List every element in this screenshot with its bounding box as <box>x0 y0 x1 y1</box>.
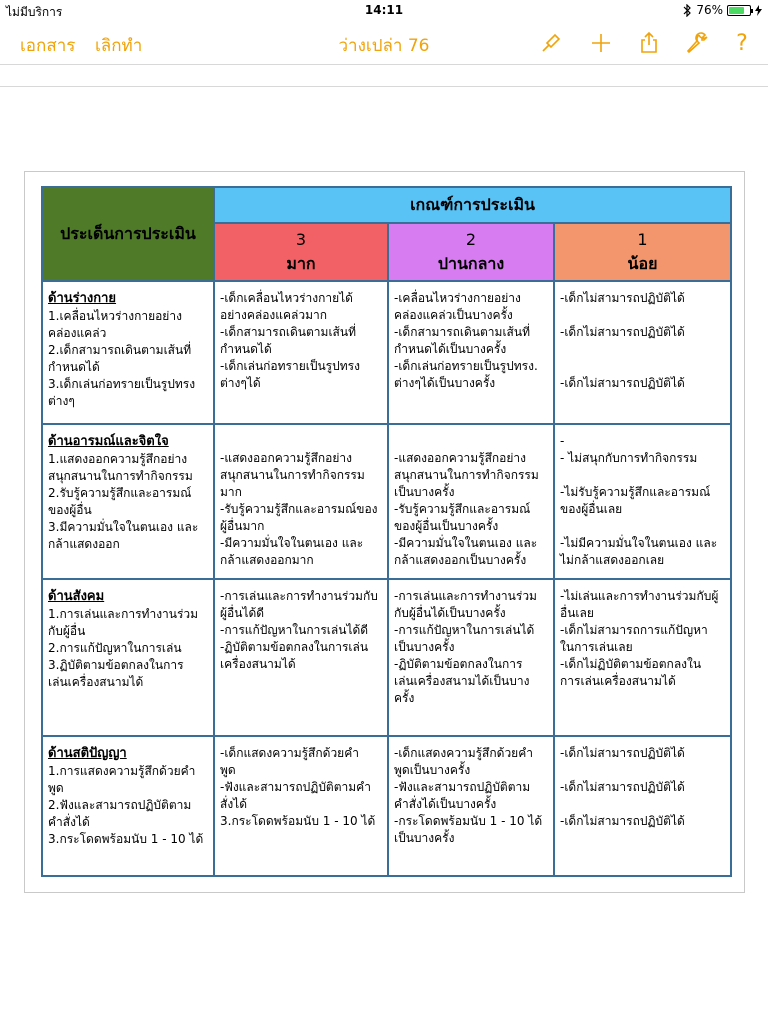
criteria-line: -เด็กเล่นก่อทรายเป็นรูปทรง <box>220 359 360 373</box>
table-row <box>42 281 731 424</box>
criteria-line: -ไม่รับรู้ความรู้สึกและอารมณ์ <box>560 485 711 499</box>
criteria-line: -เด็กสามารถเดินตามเส้นที่ <box>220 325 356 339</box>
criteria-line: -ฟังและสามารถปฏิบัติตามคำ <box>220 780 371 794</box>
help-icon[interactable]: ? <box>736 30 748 56</box>
criteria-line: -มีความมั่นใจในตนเอง และ <box>220 536 364 550</box>
level-3-cell[interactable] <box>214 736 388 876</box>
criteria-line: -ไม่มีความมั่นใจในตนเอง และ <box>560 536 718 550</box>
criteria-line: กำหนดได้ <box>220 342 272 356</box>
documents-button[interactable]: เอกสาร <box>20 32 75 59</box>
level-3-cell[interactable] <box>214 281 388 424</box>
level-3-cell[interactable] <box>214 579 388 736</box>
level-1-header: 1 น้อย <box>554 223 731 281</box>
level-3-header: 3 มาก <box>214 223 388 281</box>
category-title: ด้านสติปัญญา <box>48 746 127 761</box>
issue-cell[interactable] <box>42 281 214 424</box>
criteria-line: ผู้อื่นมาก <box>220 519 265 533</box>
criteria-line: -เด็กไม่ฏิบัติตามข้อตกลงใน <box>560 657 702 671</box>
table-row <box>42 579 731 736</box>
level-2-header: 2 ปานกลาง <box>388 223 554 281</box>
criteria-line: อย่างคล่องแคล่วมาก <box>220 308 328 322</box>
issue-line: พูด <box>48 781 64 795</box>
level-2-cell[interactable] <box>388 736 554 876</box>
criteria-line: ผู้อื่นได้ดี <box>220 606 265 620</box>
category-title: ด้านสังคม <box>48 589 105 604</box>
criteria-line: เครื่องสนามได้ <box>220 657 296 671</box>
level-2-cell[interactable] <box>388 281 554 424</box>
issue-line: 1.การเล่นและการทำงานร่วม <box>48 607 199 621</box>
share-icon[interactable] <box>636 30 662 56</box>
carrier-label: ไม่มีบริการ <box>6 5 63 19</box>
criteria-line: อื่นเลย <box>560 606 594 620</box>
undo-button[interactable]: เลิกทำ <box>95 32 142 59</box>
clock: 14:11 <box>364 3 404 17</box>
header-issue: ประเด็นการประเมิน <box>42 187 214 281</box>
criteria-line: -เด็กแสดงความรู้สึกด้วยคำ <box>394 746 533 760</box>
table-row <box>42 424 731 579</box>
criteria-line: -ฏิบัติตามข้อตกลงในการ <box>394 657 523 671</box>
criteria-line: เป็นบางครั้ง <box>394 485 455 499</box>
criteria-line: -การเล่นและการทำงานร่วม <box>394 589 537 603</box>
issue-line: คำสั่งได้ <box>48 815 90 829</box>
document-page[interactable] <box>24 171 745 893</box>
criteria-line: กำหนดได้เป็นบางครั้ง <box>394 342 507 356</box>
issue-line: กำหนดได้ <box>48 360 100 374</box>
table-row <box>42 736 731 876</box>
criteria-line: -การแก้ปัญหาในการเล่นได้ดี <box>220 623 369 637</box>
criteria-line: พูด <box>220 763 236 777</box>
criteria-line: ต่างๆได้เป็นบางครั้ง <box>394 376 496 390</box>
criteria-line: ต่างๆได้ <box>220 376 261 390</box>
category-title: ด้านอารมณ์และจิตใจ <box>48 434 169 449</box>
ruler-divider <box>0 86 768 87</box>
criteria-line: ไม่กล้าแสดงออกเลย <box>560 553 665 567</box>
category-title: ด้านร่างกาย <box>48 291 117 306</box>
criteria-line: -ไม่เล่นและการทำงานร่วมกับผู้ <box>560 589 719 603</box>
blank-line <box>560 518 725 535</box>
criteria-line: -เด็กไม่สามารถปฏิบัติได้ <box>560 325 685 339</box>
status-bar <box>0 0 768 20</box>
toolbar-divider <box>0 64 768 65</box>
assessment-table[interactable] <box>41 186 732 877</box>
criteria-line: คำสั่งได้เป็นบางครั้ง <box>394 797 497 811</box>
criteria-line: สนุกสนานในการทำกิจกรรม <box>394 468 539 482</box>
criteria-line: -รับรู้ความรู้สึกและอารมณ์ <box>394 502 531 516</box>
criteria-line: -ฏิบัติตามข้อตกลงในการเล่น <box>220 640 369 654</box>
wrench-icon[interactable] <box>684 30 710 56</box>
criteria-line: การเล่นเครื่องสนามได้ <box>560 674 676 688</box>
issue-line: ของผู้อื่น <box>48 503 92 517</box>
issue-line: ต่างๆ <box>48 394 75 408</box>
blank-line <box>560 307 725 324</box>
criteria-line: -เด็กไม่สามารถการแก้ปัญหา <box>560 623 708 637</box>
issue-line: 2.เด็กสามารถเดินตามเส้นที่ <box>48 343 192 357</box>
level-1-cell[interactable] <box>554 736 731 876</box>
criteria-line: -เด็กไม่สามารถปฏิบัติได้ <box>560 376 685 390</box>
issue-line: เล่นเครื่องสนามได้ <box>48 675 144 689</box>
criteria-line: -มีความมั่นใจในตนเอง และ <box>394 536 538 550</box>
criteria-line: สั่งได้ <box>220 797 248 811</box>
criteria-line: - ไม่สนุกกับการทำกิจกรรม <box>560 451 698 465</box>
plus-icon[interactable] <box>588 30 614 56</box>
level-1-cell[interactable] <box>554 281 731 424</box>
criteria-line: เล่นเครื่องสนามได้เป็นบาง <box>394 674 530 688</box>
issue-line: กล้าแสดงออก <box>48 537 120 551</box>
issue-line: 2.ฟังและสามารถปฏิบัติตาม <box>48 798 192 812</box>
criteria-line: -เด็กไม่สามารถปฏิบัติได้ <box>560 780 685 794</box>
criteria-line: -เคลื่อนไหวร่างกายอย่าง <box>394 291 521 305</box>
criteria-line: กล้าแสดงออกมาก <box>220 553 314 567</box>
criteria-line: ในการเล่นเลย <box>560 640 633 654</box>
blank-line <box>220 433 382 450</box>
status-right <box>683 3 762 17</box>
criteria-line: คล่องแคล่วเป็นบางครั้ง <box>394 308 513 322</box>
criteria-line: พูดเป็นบางครั้ง <box>394 763 471 777</box>
criteria-line: มาก <box>220 485 242 499</box>
blank-line <box>394 433 548 450</box>
issue-line: 2.รับรู้ความรู้สึกและอารมณ์ <box>48 486 192 500</box>
blank-line <box>560 358 725 375</box>
criteria-line: เป็นบางครั้ง <box>394 640 455 654</box>
issue-line: 3.ฏิบัติตามข้อตกลงในการ <box>48 658 184 672</box>
criteria-line: -กระโดดพร้อมนับ 1 - 10 ได้ <box>394 814 543 828</box>
header-criteria: เกณฑ์การประเมิน <box>214 187 731 223</box>
document-title[interactable]: ว่างเปล่า 76 <box>338 36 430 56</box>
level-2-cell[interactable] <box>388 579 554 736</box>
blank-line <box>560 467 725 484</box>
toolbar <box>0 20 768 64</box>
issue-line: 2.การแก้ปัญหาในการเล่น <box>48 641 182 655</box>
issue-cell[interactable] <box>42 424 214 579</box>
blank-line <box>560 341 725 358</box>
criteria-line: 3.กระโดดพร้อมนับ 1 - 10 ได้ <box>220 814 376 828</box>
criteria-line: -เด็กแสดงความรู้สึกด้วยคำ <box>220 746 359 760</box>
criteria-line: ของผู้อื่นเป็นบางครั้ง <box>394 519 499 533</box>
issue-line: กับผู้อื่น <box>48 624 86 638</box>
criteria-line: -เด็กเคลื่อนไหวร่างกายได้ <box>220 291 353 305</box>
criteria-line: -แสดงออกความรู้สึกอย่าง <box>220 451 353 465</box>
criteria-line: -เด็กไม่สามารถปฏิบัติได้ <box>560 746 685 760</box>
criteria-line: ของผู้อื่นเลย <box>560 502 623 516</box>
issue-line: 1.เคลื่อนไหวร่างกายอย่าง <box>48 309 182 323</box>
criteria-line: -ฟังและสามารถปฏิบัติตาม <box>394 780 531 794</box>
issue-line: 3.กระโดดพร้อมนับ 1 - 10 ได้ <box>48 832 204 846</box>
criteria-line: เป็นบางครั้ง <box>394 831 455 845</box>
format-brush-icon[interactable] <box>538 30 564 56</box>
criteria-line: กล้าแสดงออกเป็นบางครั้ง <box>394 553 527 567</box>
issue-line: 3.เด็กเล่นก่อทรายเป็นรูปทรง <box>48 377 196 391</box>
issue-line: คล่องแคล่ว <box>48 326 107 340</box>
level-3-cell[interactable] <box>214 424 388 579</box>
level-2-cell[interactable] <box>388 424 554 579</box>
issue-cell[interactable] <box>42 736 214 876</box>
criteria-line: -การแก้ปัญหาในการเล่นได้ <box>394 623 535 637</box>
criteria-line: -เด็กเล่นก่อทรายเป็นรูปทรง. <box>394 359 538 373</box>
blank-line <box>560 796 725 813</box>
issue-line: 3.มีความมั่นใจในตนเอง และ <box>48 520 199 534</box>
issue-line: สนุกสนานในการทำกิจกรรม <box>48 469 193 483</box>
criteria-line: สนุกสนานในการทำกิจกรรม <box>220 468 365 482</box>
criteria-line: -เด็กไม่สามารถปฏิบัติได้ <box>560 814 685 828</box>
criteria-line: กับผู้อื่นได้เป็นบางครั้ง <box>394 606 506 620</box>
issue-cell[interactable] <box>42 579 214 736</box>
bluetooth-icon <box>683 4 692 17</box>
criteria-line: -การเล่นและการทำงานร่วมกับ <box>220 589 378 603</box>
issue-line: 1.การแสดงความรู้สึกด้วยคำ <box>48 764 196 778</box>
level-1-cell[interactable] <box>554 579 731 736</box>
criteria-line: -แสดงออกความรู้สึกอย่าง <box>394 451 527 465</box>
criteria-line: ครั้ง <box>394 691 415 705</box>
criteria-line: -รับรู้ความรู้สึกและอารมณ์ของ <box>220 502 378 516</box>
criteria-line: -เด็กไม่สามารถปฏิบัติได้ <box>560 291 685 305</box>
criteria-line: - <box>560 434 565 448</box>
charging-icon <box>755 5 762 16</box>
battery-percent: 76% <box>696 3 723 17</box>
criteria-line: -เด็กสามารถเดินตามเส้นที่ <box>394 325 530 339</box>
issue-line: 1.แสดงออกความรู้สึกอย่าง <box>48 452 188 466</box>
battery-icon <box>727 5 751 16</box>
blank-line <box>560 762 725 779</box>
level-1-cell[interactable] <box>554 424 731 579</box>
